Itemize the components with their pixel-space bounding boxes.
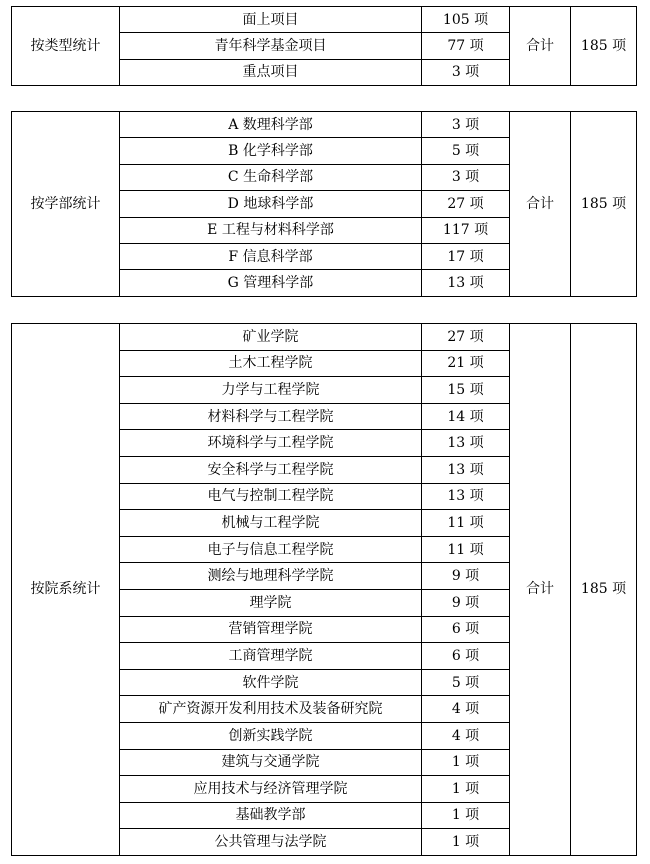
- item-name: 工商管理学院: [120, 643, 422, 670]
- item-count: 3 项: [422, 59, 510, 85]
- item-name: 矿业学院: [120, 324, 422, 351]
- item-count: 5 项: [422, 669, 510, 696]
- item-name: 机械与工程学院: [120, 510, 422, 537]
- table-body: [12, 112, 637, 297]
- table-by-department: [11, 111, 637, 297]
- item-name: B 化学科学部: [120, 138, 422, 164]
- item-name: 材料科学与工程学院: [120, 403, 422, 430]
- item-name: D 地球科学部: [120, 191, 422, 217]
- item-name: 力学与工程学院: [120, 377, 422, 404]
- item-count: 13 项: [422, 430, 510, 457]
- item-count: 77 项: [422, 33, 510, 59]
- item-count: 1 项: [422, 749, 510, 776]
- item-name: 基础教学部: [120, 802, 422, 829]
- item-count: 13 项: [422, 456, 510, 483]
- item-name: 建筑与交通学院: [120, 749, 422, 776]
- item-name: 公共管理与法学院: [120, 829, 422, 856]
- item-count: 4 项: [422, 696, 510, 723]
- item-count: 13 项: [422, 483, 510, 510]
- item-name: 重点项目: [120, 59, 422, 85]
- item-name: 矿产资源开发利用技术及装备研究院: [120, 696, 422, 723]
- item-name: 安全科学与工程学院: [120, 456, 422, 483]
- item-name: 创新实践学院: [120, 722, 422, 749]
- category-label: 按院系统计: [12, 324, 120, 856]
- item-count: 14 项: [422, 403, 510, 430]
- item-name: 电气与控制工程学院: [120, 483, 422, 510]
- table-row: [12, 112, 637, 138]
- item-count: 3 项: [422, 112, 510, 138]
- item-count: 27 项: [422, 191, 510, 217]
- item-count: 9 项: [422, 589, 510, 616]
- item-name: 应用技术与经济管理学院: [120, 776, 422, 803]
- item-count: 11 项: [422, 536, 510, 563]
- item-count: 1 项: [422, 776, 510, 803]
- item-name: F 信息科学部: [120, 243, 422, 269]
- item-name: 环境科学与工程学院: [120, 430, 422, 457]
- item-count: 21 项: [422, 350, 510, 377]
- total-label: 合计: [510, 112, 571, 297]
- total-value: 185 项: [571, 112, 637, 297]
- item-count: 4 项: [422, 722, 510, 749]
- item-count: 6 项: [422, 616, 510, 643]
- item-name: E 工程与材料科学部: [120, 217, 422, 243]
- table-body: [12, 7, 637, 86]
- item-count: 13 项: [422, 270, 510, 296]
- item-count: 11 项: [422, 510, 510, 537]
- category-label: 按类型统计: [12, 7, 120, 86]
- item-count: 17 项: [422, 243, 510, 269]
- item-count: 9 项: [422, 563, 510, 590]
- total-value: 185 项: [571, 7, 637, 86]
- table-row: [12, 324, 637, 351]
- item-name: 土木工程学院: [120, 350, 422, 377]
- item-count: 27 项: [422, 324, 510, 351]
- table-row: [12, 7, 637, 33]
- item-count: 105 项: [422, 7, 510, 33]
- item-name: A 数理科学部: [120, 112, 422, 138]
- item-name: 测绘与地理科学学院: [120, 563, 422, 590]
- item-count: 15 项: [422, 377, 510, 404]
- item-name: 青年科学基金项目: [120, 33, 422, 59]
- total-label: 合计: [510, 7, 571, 86]
- item-name: 软件学院: [120, 669, 422, 696]
- item-count: 5 项: [422, 138, 510, 164]
- item-count: 6 项: [422, 643, 510, 670]
- item-count: 117 项: [422, 217, 510, 243]
- item-name: C 生命科学部: [120, 164, 422, 190]
- item-count: 1 项: [422, 802, 510, 829]
- item-count: 1 项: [422, 829, 510, 856]
- table-body: [12, 324, 637, 856]
- item-name: G 管理科学部: [120, 270, 422, 296]
- item-name: 理学院: [120, 589, 422, 616]
- table-by-type: [11, 6, 637, 86]
- total-value: 185 项: [571, 324, 637, 856]
- item-name: 电子与信息工程学院: [120, 536, 422, 563]
- total-label: 合计: [510, 324, 571, 856]
- item-name: 营销管理学院: [120, 616, 422, 643]
- item-name: 面上项目: [120, 7, 422, 33]
- category-label: 按学部统计: [12, 112, 120, 297]
- table-by-college: [11, 323, 637, 856]
- item-count: 3 项: [422, 164, 510, 190]
